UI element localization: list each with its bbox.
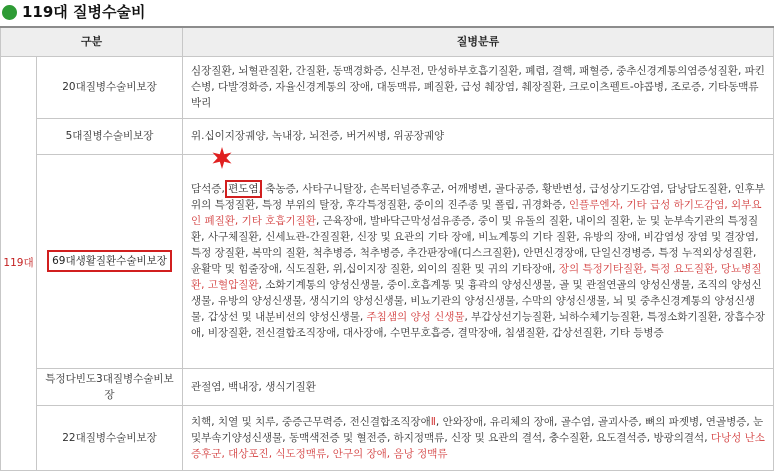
category-cell — [37, 154, 183, 368]
disease-text: 주침샘의 양성 신생물 — [366, 311, 465, 323]
disease-text: , 근육장애, 발바닥근막성섬유종증, 중이 및 유돌의 질환, 내이의 질환, 눈 및 눈부속기관의 특정질환, 사구체질환, 신세뇨관-간질질환, 신장 및 요관의 기타 장애, 비뇨계통의 기타 질환, 유방의 장애, 비감염성 장염 및 결장염, 특정 장질환, 복막의 질환, 척추병증, 척추병증, 추간판장애(디스크질환), 안면신경장애, 단일신경병증, 특정 누적외상성질환, 윤활막 및 힘줄장애, 식도질환, 위,십이지장 질환, 외이의 질환 및 귀의 기타장애, — [191, 215, 759, 275]
disease-text: , 부갑상선기능질환, 뇌하수체기능질환, 특정소화기질환, 장흡수장애, 비장질환, 전신결합조직장애, 대사장애, 수면무호흡증, 결막장애, 침샘질환, 갑상선질환, 기타 등병증 — [191, 311, 766, 339]
page-title: 119대 질병수술비 — [22, 3, 146, 21]
disease-text: 치핵, 치열 및 치루, 중증근무력증, 전신결합조직장애 — [191, 415, 431, 428]
classification-cell — [183, 56, 774, 118]
table-row — [1, 118, 774, 154]
classification-cell — [183, 118, 774, 154]
disease-text: 심장질환, 뇌혈관질환, 간질환, 동맥경화증, 신부전, 만성하부호흡기질환, 폐렴, 결핵, 패혈증, 중추신경계통의염증성질환, 파킨슨병, 다발경화증, 자율신경계통의 장애, 대동맥류, 폐질환, 급성 췌장염, 췌장질환, 크로이츠펠트-야콥병, 조로증, 기타동맥류 박리 — [191, 65, 765, 109]
table-row — [1, 154, 774, 368]
classification-cell — [183, 368, 774, 405]
disease-text: 인플루엔자, 기타 급성 하기도감염, 외부요인 폐질환, 기타 호흡기질환 — [191, 199, 762, 227]
table-row — [1, 56, 774, 118]
disease-text: , 축농증, 사타구니탈장, 손목터널증후군, 어깨병변, 골다공증, 황반변성, 급성상기도감염, 담낭담도질환, 인후부위의 특정질환, 특정 부위의 탈장, 후각특정질환, 중이의 진주종 및 폴립, 귀경화증, — [191, 183, 765, 211]
disease-text: Ⅱ — [430, 415, 436, 428]
table-row — [1, 405, 774, 470]
disease-text: , 소화기계통의 양성신생물, 중이.호흡계통 및 흉곽의 양성신생물, 골 및 관절연골의 양성신생물, 조직의 양성신생물, 유방의 양성신생물, 생식기의 양성신생물, 비뇨기관의 양성신생물, 수막의 양성신생물, 뇌 및 중추신경계통의 양성신생물, 갑상선 및 내분비선의 양성신생물, — [191, 279, 762, 323]
highlighted-disease: 편도염 — [228, 183, 259, 195]
disease-surgery-table — [0, 26, 774, 471]
header-classification: 질병분류 — [183, 27, 774, 56]
disease-text: , 안와장애, 유리체의 장애, 골수염, 골괴사증, 뼈의 파젯병, 연골병증, 눈및부속기양성신생물, 동맥색전증 및 혈전증, 하지정맥류, 신장 및 요관의 결석, 충수질환, 요도결석증, 방광의결석, — [191, 415, 764, 444]
disease-text: 관절염, 백내장, 생식기질환 — [191, 380, 316, 393]
category-label: 69대생활질환수술비보장 — [47, 250, 172, 272]
group-label: 119대 — [1, 56, 37, 470]
classification-cell — [183, 405, 774, 470]
category-cell — [37, 56, 183, 118]
category-label: 22대질병수술비보장 — [62, 431, 157, 444]
category-label: 5대질병수술비보장 — [65, 130, 154, 142]
classification-cell — [183, 154, 774, 368]
category-cell — [37, 368, 183, 405]
category-cell — [37, 405, 183, 470]
disease-text: 담석증, — [191, 183, 229, 195]
category-cell — [37, 118, 183, 154]
title-bar — [0, 0, 773, 28]
disease-text: 장의 특정기타질환, 특정 요도질환, 당뇨병질환, 고혈압질환 — [191, 263, 762, 291]
category-label: 특정다빈도3대질병수술비보장 — [45, 372, 174, 401]
disease-text: 위.십이지장궤양, 녹내장, 뇌전증, 버거씨병, 위공장궤양 — [191, 130, 445, 142]
bullet-icon — [2, 5, 17, 20]
highlight-star-icon — [210, 146, 234, 170]
disease-text: 다낭성 난소증후군, 대상포진, 식도정맥류, 안구의 장애, 음낭 정맥류 — [191, 431, 765, 460]
table-header-row — [1, 27, 774, 56]
header-category: 구분 — [1, 27, 183, 56]
table-row — [1, 368, 774, 405]
category-label: 20대질병수술비보장 — [62, 81, 157, 93]
